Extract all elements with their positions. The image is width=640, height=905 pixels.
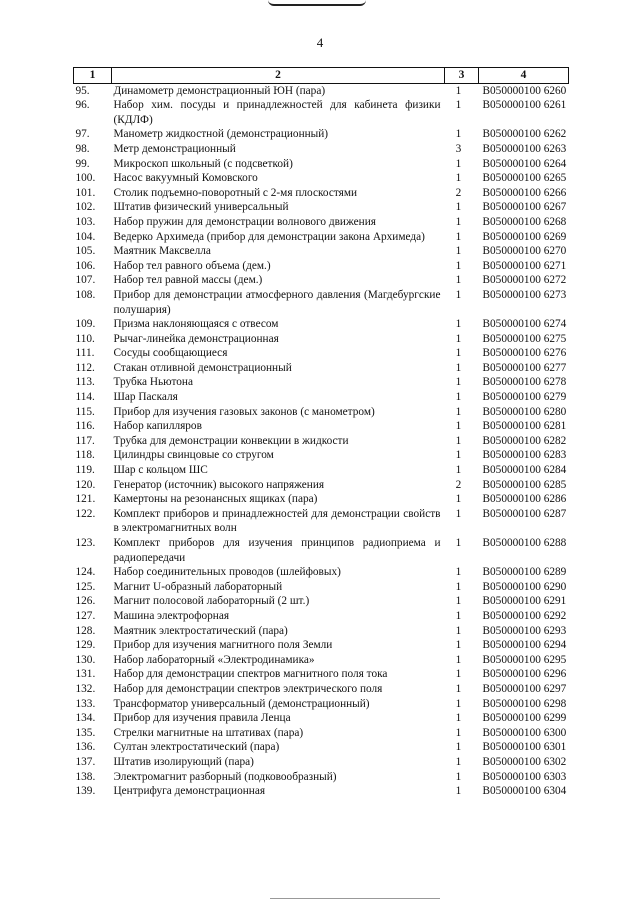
table-row [74,580,569,595]
inventory-code: В050000100 6277 [482,361,567,374]
table-row [74,740,569,755]
item-quantity: 1 [455,507,462,520]
table-row [74,784,569,799]
item-quantity: 1 [455,259,462,272]
row-number: 96. [75,99,90,112]
item-name: Сосуды сообщающиеся [113,347,228,360]
table-row [74,98,569,127]
table-row [74,186,569,201]
inventory-code: В050000100 6294 [482,639,567,652]
table-row [74,405,569,420]
item-name: Прибор для изучения магнитного поля Земли [113,639,333,652]
item-quantity: 1 [455,215,462,228]
table-row [74,273,569,288]
item-name: Трансформатор универсальный (демонстрационный) [113,697,370,710]
inventory-code: В050000100 6268 [482,215,567,228]
item-quantity: 1 [455,595,462,608]
item-name: Магнит полосовой лабораторный (2 шт.) [113,595,310,608]
table-row [74,390,569,405]
item-name: Маятник электростатический (пара) [113,624,288,637]
item-quantity: 1 [455,653,462,666]
item-name: Трубка для демонстрации конвекции в жидкости [113,434,349,447]
item-name: Шар с кольцом ШС [113,464,208,477]
inventory-code: В050000100 6278 [482,376,567,389]
inventory-code: В050000100 6281 [482,420,567,433]
item-quantity: 1 [455,580,462,593]
table-row [74,142,569,157]
item-quantity: 1 [455,245,462,258]
item-name: Султан электростатический (пара) [113,741,280,754]
table-row [74,288,569,317]
table-row [74,346,569,361]
table-row [74,171,569,186]
item-name: Комплект приборов и принадлежностей для демонстрации свойств в электромагнитных волн [113,507,441,535]
item-name: Набор лабораторный «Электродинамика» [113,653,315,666]
inventory-code: В050000100 6282 [482,434,567,447]
item-quantity: 1 [455,405,462,418]
item-name: Набор хим. посуды и принадлежностей для кабинета физики (КДЛФ) [113,99,441,126]
equipment-table [73,67,569,799]
row-number: 100. [75,172,96,185]
table-row [74,609,569,624]
row-number: 121. [75,493,96,506]
inventory-code: В050000100 6289 [482,566,567,579]
row-number: 128. [75,624,96,637]
table-row [74,697,569,712]
table-row [74,478,569,493]
table-row [74,200,569,215]
item-name: Набор тел равного объема (дем.) [113,259,271,272]
table-row [74,361,569,376]
inventory-code: В050000100 6288 [482,537,567,549]
table-row [74,536,569,565]
inventory-code: В050000100 6283 [482,449,567,462]
item-quantity: 1 [455,434,462,447]
item-quantity: 2 [455,186,462,199]
item-name: Прибор для демонстрации атмосферного давления (Магдебургские полушария) [113,288,441,316]
table-row [74,682,569,697]
row-number: 134. [75,712,96,725]
item-quantity: 1 [455,99,462,112]
row-number: 138. [75,770,96,783]
row-number: 112. [75,361,95,374]
item-quantity: 1 [455,785,462,798]
inventory-code: В050000100 6279 [482,391,567,404]
inventory-code: В050000100 6272 [482,274,567,287]
row-number: 132. [75,682,96,695]
item-name: Камертоны на резонансных ящиках (пара) [113,493,318,506]
table-row [74,726,569,741]
item-quantity: 1 [455,726,462,739]
item-quantity: 1 [455,566,462,579]
item-name: Электромагнит разборный (подковообразный) [113,770,337,783]
item-quantity: 1 [455,449,462,462]
table-row [74,448,569,463]
row-number: 95. [75,84,90,97]
page-number: 4 [316,35,324,50]
row-number: 125. [75,580,96,593]
item-name: Динамометр демонстрационный ЮН (пара) [113,84,326,97]
row-number: 135. [75,726,96,739]
item-quantity: 1 [455,624,462,637]
item-quantity: 1 [455,318,462,331]
inventory-code: В050000100 6266 [482,186,567,199]
inventory-code: В050000100 6298 [482,697,567,710]
row-number: 97. [75,128,90,141]
table-row [74,317,569,332]
row-number: 122. [75,507,96,520]
table-row [74,565,569,580]
row-number: 136. [75,741,96,754]
item-name: Столик подъемно-поворотный с 2-мя плоскостями [113,186,358,199]
table-row [74,259,569,274]
row-number: 130. [75,653,96,666]
table-row [74,83,569,98]
table-row [74,127,569,142]
row-number: 99. [75,157,90,170]
item-quantity: 1 [455,493,462,506]
inventory-code: В050000100 6284 [482,464,567,477]
row-number: 113. [75,376,95,389]
inventory-code: В050000100 6280 [482,405,567,418]
table-row [74,711,569,726]
header-col-4: 4 [479,68,569,84]
item-name: Машина электрофорная [113,609,230,622]
row-number: 103. [75,215,96,228]
row-number: 120. [75,478,96,491]
row-number: 137. [75,755,96,768]
inventory-code: В050000100 6297 [482,682,567,695]
table-row [74,230,569,245]
inventory-code: В050000100 6295 [482,653,567,666]
table-row [74,375,569,390]
row-number: 114. [75,391,95,404]
table-row [74,332,569,347]
inventory-code: В050000100 6293 [482,624,567,637]
item-quantity: 1 [455,609,462,622]
inventory-code: В050000100 6269 [482,230,567,243]
row-number: 124. [75,566,96,579]
inventory-code: В050000100 6303 [482,770,567,783]
item-name: Трубка Ньютона [113,376,193,389]
inventory-code: В050000100 6260 [482,84,567,97]
inventory-code: В050000100 6302 [482,755,567,768]
table-row [74,463,569,478]
item-quantity: 1 [455,84,462,97]
item-name: Ведерко Архимеда (прибор для демонстрации закона Архимеда) [113,230,425,243]
item-quantity: 1 [455,391,462,404]
item-name: Прибор для изучения газовых законов (с манометром) [113,405,375,418]
row-number: 102. [75,201,96,214]
item-name: Цилиндры свинцовые со стругом [113,449,274,462]
inventory-code: В050000100 6299 [482,712,567,725]
inventory-code: В050000100 6275 [482,332,567,345]
item-quantity: 1 [455,682,462,695]
item-quantity: 1 [455,668,462,681]
bottom-rule [270,898,440,899]
table-body [74,83,569,799]
item-name: Манометр жидкостной (демонстрационный) [113,128,329,141]
row-number: 123. [75,537,96,549]
row-number: 119. [75,464,95,477]
inventory-code: В050000100 6261 [482,99,567,112]
header-col-1: 1 [74,68,112,84]
item-quantity: 1 [455,741,462,754]
row-number: 111. [75,347,95,360]
row-number: 110. [75,332,95,345]
inventory-code: В050000100 6292 [482,609,567,622]
row-number: 108. [75,288,96,301]
inventory-code: В050000100 6270 [482,245,567,258]
item-name: Насос вакуумный Комовского [113,172,258,185]
inventory-code: В050000100 6262 [482,128,567,141]
table-row [74,215,569,230]
table-row [74,624,569,639]
inventory-code: В050000100 6285 [482,478,567,491]
item-quantity: 2 [455,478,462,491]
item-name: Призма наклоняющаяся с отвесом [113,318,279,331]
table-row [74,492,569,507]
item-quantity: 1 [455,639,462,652]
item-quantity: 1 [455,347,462,360]
row-number: 109. [75,318,96,331]
row-number: 118. [75,449,95,462]
inventory-code: В050000100 6263 [482,142,567,155]
row-number: 106. [75,259,96,272]
table-row [74,653,569,668]
item-name: Набор тел равной массы (дем.) [113,274,263,287]
item-name: Набор капилляров [113,420,202,433]
item-quantity: 1 [455,755,462,768]
table-row [74,419,569,434]
item-name: Стакан отливной демонстрационный [113,361,292,374]
item-quantity: 1 [455,376,462,389]
item-name: Набор для демонстрации спектров магнитного поля тока [113,668,388,681]
item-quantity: 1 [455,157,462,170]
item-quantity: 1 [455,697,462,710]
table-row [74,157,569,172]
row-number: 131. [75,668,96,681]
table-row [74,434,569,449]
row-number: 101. [75,186,96,199]
table-row [74,594,569,609]
item-quantity: 1 [455,537,462,549]
table-row [74,638,569,653]
item-name: Генератор (источник) высокого напряжения [113,478,325,491]
item-quantity: 1 [455,288,462,301]
item-name: Метр демонстрационный [113,142,236,155]
row-number: 127. [75,609,96,622]
item-quantity: 3 [455,142,462,155]
item-name: Набор пружин для демонстрации волнового движения [113,215,376,228]
binding-mark [268,0,366,6]
inventory-code: В050000100 6291 [482,595,567,608]
row-number: 104. [75,230,96,243]
item-name: Набор для демонстрации спектров электрического поля [113,682,383,695]
row-number: 115. [75,405,95,418]
inventory-code: В050000100 6301 [482,741,567,754]
item-quantity: 1 [455,274,462,287]
inventory-code: В050000100 6274 [482,318,567,331]
table-row [74,770,569,785]
inventory-code: В050000100 6264 [482,157,567,170]
item-quantity: 1 [455,361,462,374]
item-quantity: 1 [455,332,462,345]
item-quantity: 1 [455,464,462,477]
item-quantity: 1 [455,128,462,141]
item-quantity: 1 [455,770,462,783]
item-name: Магнит U-образный лабораторный [113,580,283,593]
inventory-code: В050000100 6296 [482,668,567,681]
header-col-2: 2 [112,68,445,84]
item-name: Набор соединительных проводов (шлейфовых) [113,566,341,579]
table-row [74,244,569,259]
inventory-code: В050000100 6265 [482,172,567,185]
row-number: 98. [75,142,90,155]
row-number: 129. [75,639,96,652]
inventory-code: В050000100 6271 [482,259,567,272]
item-name: Шар Паскаля [113,391,178,404]
item-name: Комплект приборов для изучения принципов радиоприема и радиопередачи [113,537,441,564]
inventory-code: В050000100 6304 [482,785,567,798]
row-number: 107. [75,274,96,287]
item-name: Маятник Максвелла [113,245,211,258]
inventory-code: В050000100 6290 [482,580,567,593]
item-name: Рычаг-линейка демонстрационная [113,332,279,345]
inventory-code: В050000100 6267 [482,201,567,214]
item-quantity: 1 [455,201,462,214]
item-name: Центрифуга демонстрационная [113,785,266,798]
table-row [74,507,569,536]
row-number: 133. [75,697,96,710]
inventory-code: В050000100 6286 [482,493,567,506]
inventory-code: В050000100 6276 [482,347,567,360]
header-col-3: 3 [445,68,479,84]
table-header-row [74,68,569,84]
item-quantity: 1 [455,172,462,185]
item-quantity: 1 [455,420,462,433]
inventory-code: В050000100 6300 [482,726,567,739]
item-quantity: 1 [455,712,462,725]
row-number: 117. [75,434,95,447]
item-name: Прибор для изучения правила Ленца [113,712,291,725]
row-number: 139. [75,785,96,798]
table-row [74,667,569,682]
item-name: Стрелки магнитные на штативах (пара) [113,726,304,739]
row-number: 116. [75,420,95,433]
row-number: 105. [75,245,96,258]
row-number: 126. [75,595,96,608]
inventory-code: В050000100 6273 [482,288,567,301]
inventory-code: В050000100 6287 [482,507,567,520]
table-row [74,755,569,770]
item-name: Штатив физический универсальный [113,201,289,214]
item-name: Штатив изолирующий (пара) [113,755,254,768]
item-name: Микроскоп школьный (с подсветкой) [113,157,293,170]
item-quantity: 1 [455,230,462,243]
